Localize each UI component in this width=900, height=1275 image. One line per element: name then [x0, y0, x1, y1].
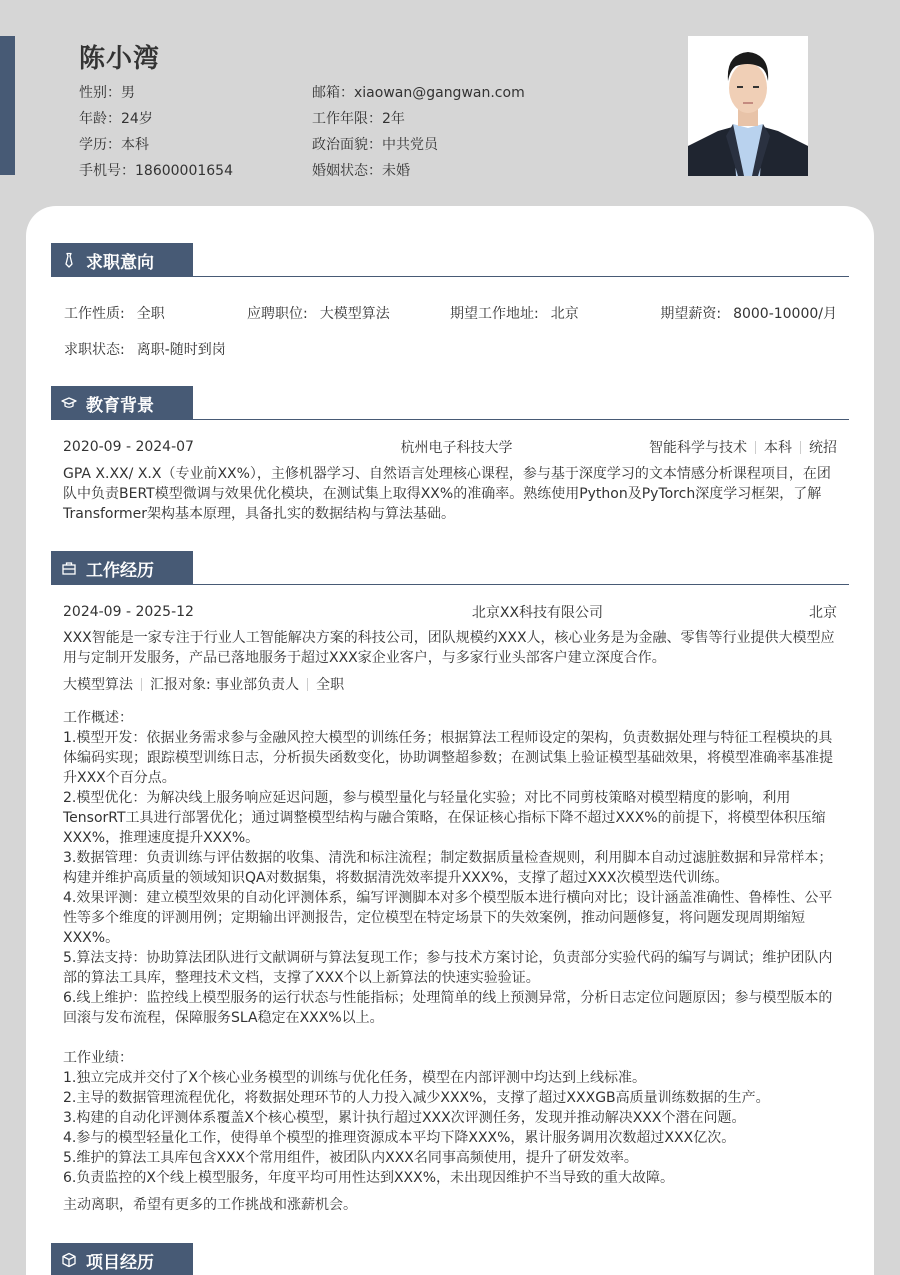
section-title: 求职意向 — [86, 252, 154, 273]
work-tag-report-to: 汇报对象: 事业部负责人 — [150, 677, 300, 693]
intent-status — [64, 339, 226, 359]
achievements-title: 工作业绩： — [63, 1050, 133, 1066]
overview-item: 1.模型开发：依据业务需求参与金融风控大模型的训练任务；根据算法工程师设定的架构，负责数据处理与特征工程模块的具体编码实现；跟踪模型训练日志，分析损失函数变化，协助调整超参数；在测试集上验证模型基础效果，将模型准确率基准提升XXX个百分点。 — [63, 730, 833, 786]
basic-info-right — [312, 80, 525, 184]
intent-label: 工作性质: — [64, 306, 125, 322]
resume-card — [26, 206, 874, 1275]
education-description: GPA X.XX/ X.X（专业前XX%），主修机器学习、自然语言处理核心课程，参与基于深度学习的文本情感分析课程项目，在团队中负责BERT模型微调与效果优化模块，在测试集上取得XX%的准确率。熟练使用Python及PyTorch深度学习框架，了解Transformer架构基本原理，具备扎实的数据结构与算法基础。 — [63, 466, 831, 522]
header-accent-bar — [0, 36, 15, 175]
info-work-years — [312, 106, 525, 132]
tie-icon — [61, 252, 77, 268]
info-value: xiaowan@gangwan.com — [354, 85, 525, 101]
section-header — [51, 243, 849, 277]
cube-icon — [61, 1252, 77, 1268]
achievement-item: 4.参与的模型轻量化工作，使得单个模型的推理资源成本平均下降XXX%，累计服务调用次数超过XXX亿次。 — [63, 1130, 736, 1146]
info-label: 婚姻状态： — [312, 163, 382, 179]
info-value: 男 — [121, 85, 135, 101]
graduation-cap-icon — [61, 395, 77, 411]
intent-job-type — [64, 303, 165, 323]
info-label: 年龄： — [79, 111, 121, 127]
overview-item: 2.模型优化：为解决线上服务响应延迟问题，参与模型量化与轻量化实验；对比不同剪枝策略对模型精度的影响，利用TensorRT工具进行部署优化；通过调整模型结构与融合策略，在保证核心指标下降不超过XXX%的前提下，将模型体积压缩XXX%，推理速度提升XXX%。 — [63, 790, 826, 846]
profile-photo — [688, 36, 808, 176]
section-header — [51, 551, 849, 585]
info-value: 本科 — [121, 137, 149, 153]
work-period: 2024-09 - 2025-12 — [63, 604, 194, 620]
overview-item: 6.线上维护：监控线上模型服务的运行状态与性能指标；处理简单的线上预测异常，分析日志定位问题原因；参与模型版本的回滚与发布流程，保障服务SLA稳定在XXX%以上。 — [63, 990, 833, 1026]
info-label: 学历： — [79, 137, 121, 153]
overview-item: 4.效果评测：建立模型效果的自动化评测体系，编写评测脚本对多个模型版本进行横向对比；设计涵盖准确性、鲁棒性、公平性等多个维度的评测用例；定期输出评测报告，定位模型在特定场景下的失效案例，推动问题修复，将问题发现周期缩短XXX%。 — [63, 890, 833, 946]
intent-label: 求职状态: — [64, 342, 125, 358]
job-intent-grid — [51, 277, 849, 367]
divider — [307, 678, 308, 691]
overview-item: 3.数据管理：负责训练与评估数据的收集、清洗和标注流程；制定数据质量检查规则，利用脚本自动过滤脏数据和异常样本；构建并维护高质量的领域知识QA对数据集，将数据清洗效率提升XXX%，支撑了超过XXX次模型迭代训练。 — [63, 850, 833, 886]
divider — [141, 678, 142, 691]
section-title-tab — [51, 1243, 193, 1275]
intent-label: 应聘职位: — [247, 306, 308, 322]
intent-location — [450, 303, 579, 323]
info-label: 手机号： — [79, 163, 135, 179]
info-value: 中共党员 — [382, 137, 438, 153]
intent-value: 北京 — [550, 306, 579, 322]
section-title: 项目经历 — [86, 1252, 154, 1273]
info-value: 18600001654 — [135, 163, 233, 179]
section-title: 工作经历 — [86, 560, 154, 581]
section-job-intent — [51, 243, 849, 367]
section-title: 教育背景 — [86, 395, 154, 416]
education-school: 杭州电子科技大学 — [400, 440, 513, 456]
info-age — [79, 106, 233, 132]
info-label: 政治面貌： — [312, 137, 382, 153]
candidate-name: 陈小湾 — [79, 44, 161, 74]
info-value: 24岁 — [121, 111, 153, 127]
info-value: 2年 — [382, 111, 405, 127]
intent-label: 期望薪资: — [660, 306, 722, 322]
section-title-tab — [51, 551, 193, 585]
intent-position — [247, 303, 390, 323]
section-title-tab — [51, 386, 193, 420]
info-political-status — [312, 132, 525, 158]
info-phone — [79, 158, 233, 184]
work-summary-row — [51, 602, 849, 622]
intent-label: 期望工作地址: — [450, 306, 539, 322]
briefcase-icon — [61, 560, 77, 576]
company-intro: XXX智能是一家专注于行业人工智能解决方案的科技公司，团队规模约XXX人，核心业务是为金融、零售等行业提供大模型应用与定制开发服务，产品已落地服务于超过XXX家企业客户，与多家行业头部客户建立深度合作。 — [63, 630, 835, 666]
section-header — [51, 1243, 849, 1275]
info-education — [79, 132, 233, 158]
leave-reason: 主动离职，希望有更多的工作挑战和涨薪机会。 — [63, 1197, 357, 1213]
intent-value: 全职 — [136, 306, 165, 322]
info-label: 性别： — [79, 85, 121, 101]
intent-value: 大模型算法 — [319, 306, 390, 322]
divider — [755, 441, 756, 454]
info-gender — [79, 80, 233, 106]
education-summary-row — [51, 437, 849, 457]
basic-info-left — [79, 80, 233, 184]
section-title-tab — [51, 243, 193, 277]
work-tags — [51, 674, 849, 694]
achievement-item: 5.维护的算法工具库包含XXX个常用组件，被团队内XXX名同事高频使用，提升了研发效率。 — [63, 1150, 638, 1166]
work-company: 北京XX科技有限公司 — [471, 605, 604, 621]
achievement-item: 1.独立完成并交付了X个核心业务模型的训练与优化任务，模型在内部评测中均达到上线标准。 — [63, 1070, 646, 1086]
overview-item: 5.算法支持：协助算法团队进行文献调研与算法复现工作；参与技术方案讨论，负责部分实验代码的编写与调试；维护团队内部的算法工具库，整理技术文档，支撑了XXX个以上新算法的快速实验验证。 — [63, 950, 833, 986]
info-marital-status — [312, 158, 525, 184]
info-value: 未婚 — [382, 163, 410, 179]
divider — [800, 441, 801, 454]
achievement-item: 6.负责监控的X个线上模型服务，年度平均可用性达到XXX%，未出现因维护不当导致的重大故障。 — [63, 1170, 675, 1186]
achievement-item: 3.构建的自动化评测体系覆盖X个核心模型，累计执行超过XXX次评测任务，发现并推动解决XXX个潜在问题。 — [63, 1110, 746, 1126]
overview-title: 工作概述： — [63, 710, 133, 726]
intent-value: 8000-10000/月 — [733, 306, 837, 322]
section-header — [51, 386, 849, 420]
education-meta — [649, 437, 837, 457]
education-degree: 本科 — [763, 440, 792, 456]
education-type: 统招 — [808, 440, 837, 456]
portrait-icon — [688, 36, 808, 176]
section-projects — [51, 1243, 849, 1275]
work-city: 北京 — [808, 605, 837, 621]
section-work-experience — [51, 551, 849, 1215]
education-major: 智能科学与技术 — [648, 440, 747, 456]
info-email — [312, 80, 525, 106]
info-label: 工作年限： — [312, 111, 382, 127]
work-tag-role: 大模型算法 — [63, 677, 133, 693]
intent-value: 离职-随时到岗 — [136, 342, 226, 358]
education-period: 2020-09 - 2024-07 — [63, 439, 194, 455]
work-tag-type: 全职 — [316, 677, 345, 693]
intent-salary — [660, 303, 837, 323]
achievement-item: 2.主导的数据管理流程优化，将数据处理环节的人力投入减少XXX%，支撑了超过XXXGB高质量训练数据的生产。 — [63, 1090, 770, 1106]
section-education — [51, 386, 849, 524]
info-label: 邮箱： — [312, 85, 354, 101]
